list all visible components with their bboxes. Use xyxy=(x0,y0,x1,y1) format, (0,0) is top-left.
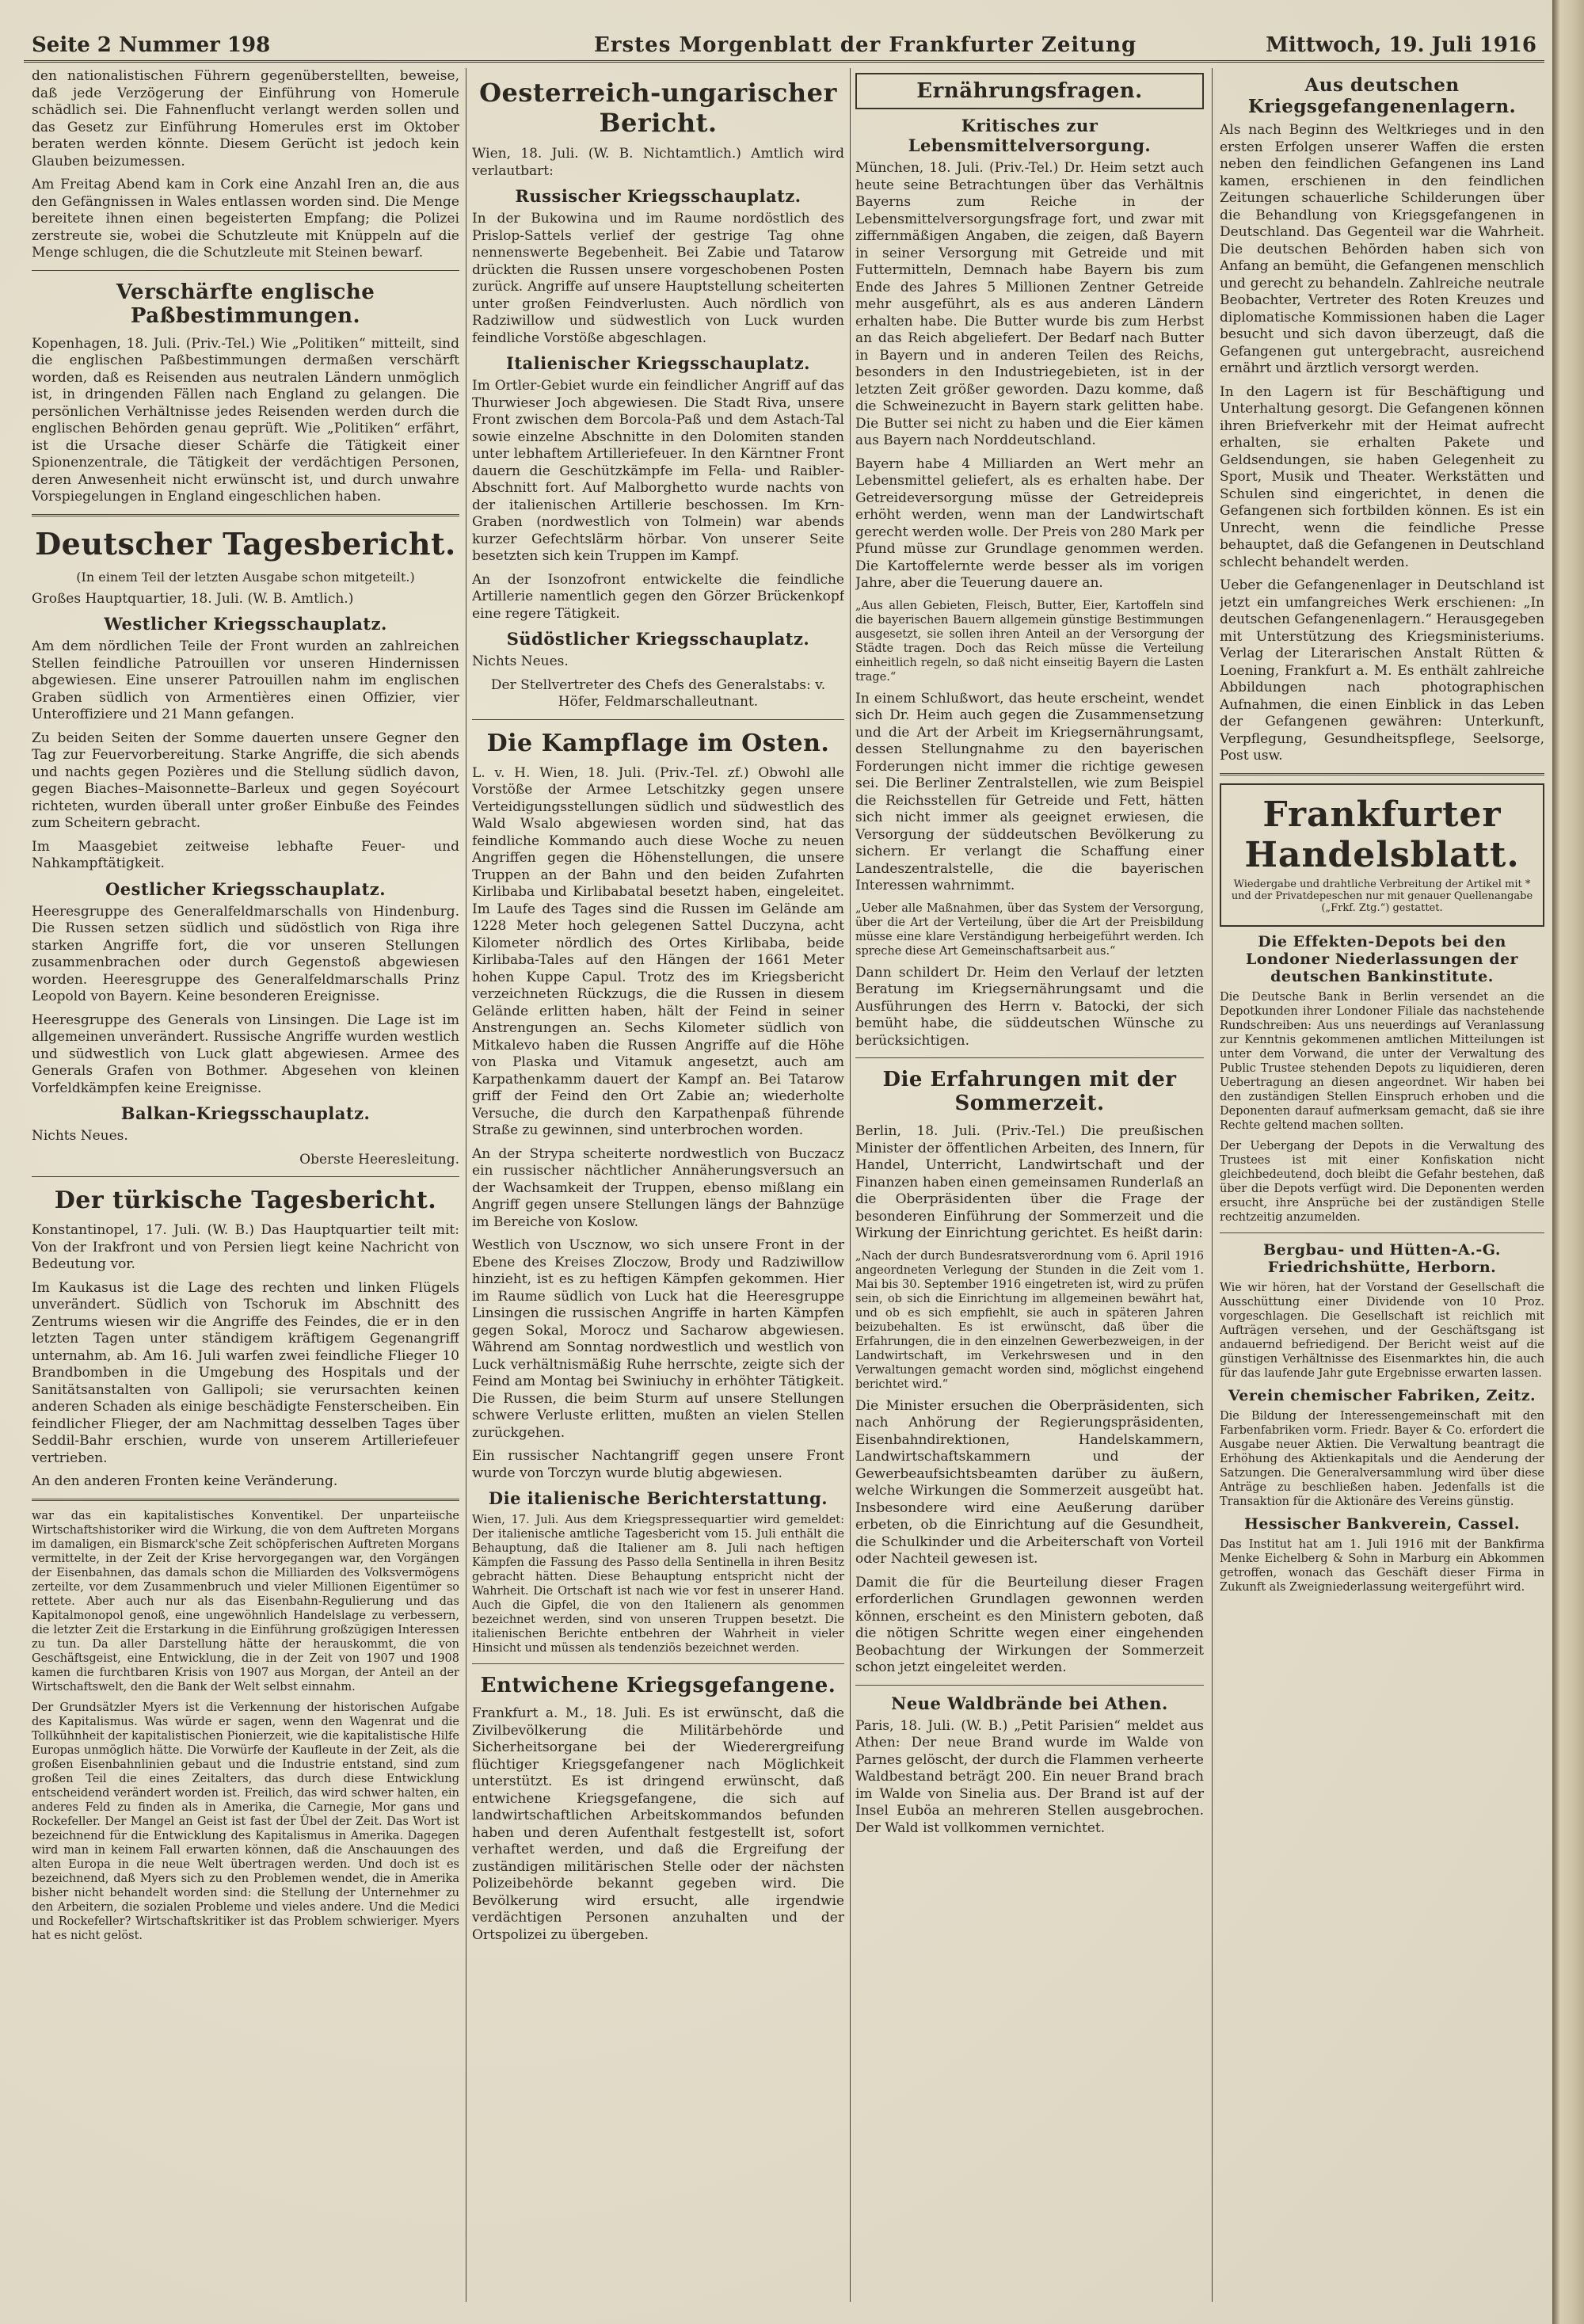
page-edge xyxy=(1552,0,1584,2324)
section-heading: Die italienische Berichterstattung. xyxy=(488,1488,828,1508)
article-text: Bayern habe 4 Milliarden an Wert mehr an Lebensmittel geliefert, als es erhalten habe. Der Getreideversorgung müsse der Getreidepreis erhöht werden, wenn man der Landwirtschaft gerecht werden wolle. Der Preis von 280 Mark per Pfund müsse zur Grundlage genommen werden. Die Kartoffelernte werde besser als im vorigen Jahre, aber die Teuerung dauere an. xyxy=(855,455,1204,591)
headline: Kritisches zur Lebensmittelversorgung. xyxy=(908,116,1152,155)
article-text: L. v. H. Wien, 18. Juli. (Priv.-Tel. zf.) Obwohl alle Vorstöße der Armee Letschitzky gegen unsere Verteidigungsstellungen südlich und südwestlich des Wald Wsalo abgewiesen worden sind, hat das feindliche Kommando auch diese Woche zu neuen Angriffen gegen die Höhenstellungen, die unsere Truppen an der Bahn und den beiden Zufahrten Kirlibaba und Kirlibabatal besetzt haben, eingeleitet. Im Laufe des Tages sind die Russen im Gelände am 1228 Meter hoch gelegenen Sattel Duczyna, acht Kilometer nördlich des Ortes Kirlibaba, beide Kirlibaba-Tales auf den Hängen der 1661 Meter hohen Kuppe Capul. Trotz des im Kriegsbericht verzeichneten Rückzugs, die die Russen in diesem Gelände erlitten haben, hält der Feind in seiner Anstrengungen an. Sechs Kilometer südlich von Mitkalevo haben die Russen Angriffe auf die Höhe von Plaska und Vitamuk angesetzt, auch am Karpathenkamm dauert der Kampf an. Bei Tatarow griff der Feind den Ort Zabie an; wiederholte Versuche, die durch den Karpathenpaß führende Straße zu gewinnen, sind unterbrochen worden. xyxy=(472,764,844,1138)
article-text: Nichts Neues. xyxy=(472,653,569,669)
divider xyxy=(32,1499,459,1501)
article-text: Ueber die Gefangenenlager in Deutschland ist jetzt ein umfangreiches Werk erschienen: „In deutschen Gefangenenlagern.“ Herausgegeben mit Unterstützung des Kriegsministeriums. Verlag der Literarischen Anstalt Rütten & Loening, Frankfurt a. M. Es enthält zahlreiche Abbildungen nach photographischen Aufnahmen, die einen Einblick in das Leben der Gefangenen gewähren: Unterkunft, Verpflegung, Gesundheitspflege, Seelsorge, Post usw. xyxy=(1220,577,1544,764)
column-4 xyxy=(1220,68,1544,2302)
masthead-subtitle: Wiedergabe und drahtliche Verbreitung der Artikel mit * und der Privatdepeschen nur mit genauer Quellenangabe („Frkf. Ztg.“) gestattet. xyxy=(1231,878,1533,914)
header-date: Mittwoch, 19. Juli 1916 xyxy=(1266,33,1536,57)
article-text: Als nach Beginn des Weltkrieges und in den ersten Erfolgen unserer Waffen die ersten neben den feindlichen Gefangenen ins Land kamen, erschienen in den feindlichen Zeitungen schauerliche Schilderungen über die Behandlung von Kriegsgefangenen in Deutschland. Das Gegenteil war die Wahrheit. Die deutschen Behörden haben sich von Anfang an bemüht, die Gefangenen menschlich und gerecht zu behandeln. Zahlreiche neutrale Beobachter, Vertreter des Roten Kreuzes und diplomatische Kommissionen haben die Lager besucht und sich davon überzeugt, daß die Gefangenen gut untergebracht, ausreichend ernährt und ärztlich versorgt werden. xyxy=(1220,122,1544,376)
article-text: Die Minister ersuchen die Oberpräsidenten, sich nach Anhörung der Regierungspräsidenten, Eisenbahndirektionen, Handelskammern, Landwirtschaftskammern und der Gewerbeaufsichtsbeamten darüber zu äußern, welche Wirkungen die Sommerzeit ausgeübt hat. Insbesondere wird eine Aeußerung darüber erbeten, ob die Einrichtung auf die Gesundheit, die Schulkinder und die Arbeiterschaft von Vorteil oder Nachteil gewesen ist. xyxy=(855,1397,1204,1567)
article-text: Heeresgruppe des Generals von Linsingen. Die Lage ist im allgemeinen unverändert. Russische Angriffe wurden westlich und südwestlich von Luck glatt abgewiesen. Armee des Generals Grafen von Bothmer. Abgesehen von kleinen Vorfeldkämpfen keine Ereignisse. xyxy=(32,1012,459,1096)
article-dateline: Großes Hauptquartier, 18. Juli. (W. B. Amtlich.) xyxy=(32,590,354,607)
article-dateline: Wien, 18. Juli. (W. B. Nichtamtlich.) Amtlich wird verlautbart: xyxy=(472,146,844,179)
article-text: Ein russischer Nachtangriff gegen unsere Front wurde von Torczyn wurde blutig abgewiesen. xyxy=(472,1448,844,1481)
article-text: Dann schildert Dr. Heim den Verlauf der letzten Beratung im Kriegsernährungsamt und die Ausführungen des Herrn v. Batocki, der sich bemüht habe, die süddeutschen Wünsche zu berücksichtigen. xyxy=(855,964,1204,1049)
section-heading: Balkan-Kriegsschauplatz. xyxy=(120,1103,371,1123)
article-text: An der Isonzofront entwickelte die feindliche Artillerie namentlich gegen den Görzer Brückenkopf eine regere Tätigkeit. xyxy=(472,571,844,622)
headline: Oesterreich-ungarischer Bericht. xyxy=(479,78,837,138)
article-text: Damit die für die Beurteilung dieser Fragen erforderlichen Grundlagen gewonnen werden können, erscheint es den Ministern geboten, daß die nötigen Schritte wegen einer eingehenden Beobachtung der Wirkungen der Sommerzeit schon jetzt eingeleitet werden. xyxy=(855,1574,1204,1675)
article-text: An den anderen Fronten keine Veränderung. xyxy=(32,1473,338,1489)
section-title: Ernährungsfragen. xyxy=(916,79,1143,103)
divider xyxy=(472,719,844,720)
page-header xyxy=(24,33,1544,63)
article-text: Kopenhagen, 18. Juli. (Priv.-Tel.) Wie „Politiken“ mitteilt, sind die englischen Paßbestimmungen dermaßen verschärft worden, daß es Reisenden aus neutralen Ländern unmöglich ist, in dringenden Fällen nach England zu gelangen. Die persönlichen Verhältnisse jedes Reisenden werden durch die englischen Behörden genau geprüft. Wie „Politiken“ erfährt, ist die Ursache dieser Schärfe die Tätigkeit einer Spionenzentrale, die Tätigkeit der verdächtigen Personen, deren Anwesenheit nicht erwünscht ist, und durch unwahre Vorspiegelungen in England eingeschlichen haben. xyxy=(32,335,459,505)
divider xyxy=(855,1057,1204,1058)
divider xyxy=(32,270,459,271)
column-2 xyxy=(472,68,844,2302)
header-title: Erstes Morgenblatt der Frankfurter Zeitung xyxy=(594,33,1137,57)
article-text: Wie wir hören, hat der Vorstand der Gesellschaft die Ausschüttung einer Dividende von 10 Proz. vorgeschlagen. Die Gesellschaft ist reichlich mit Aufträgen versehen, und der Geschäftsgang ist andauernd befriedigend. Der Bericht weist auf die günstigen Verhältnisse des Eisenmarktes hin, die auch für das laufende Jahr gute Ergebnisse erwarten lassen. xyxy=(1220,1281,1544,1380)
header-page-number: Seite 2 Nummer 198 xyxy=(32,33,271,57)
section-heading: Russischer Kriegsschauplatz. xyxy=(515,186,802,206)
column-3 xyxy=(855,68,1204,2302)
article-text: Der Grundsätzler Myers ist die Verkennung der historischen Aufgabe des Kapitalismus. Was würde er sagen, wenn den Wagenrat und die Tollkühnheit der kapitalistischen Pionierzeit, wie die kapitalistische Hilfe Europas unmöglich hätte. Die Vorwürfe der Kaufleute in der Zeit, als die großen Eisenbahnlinien gebaut und die Industrie entstand, sind zum großen Teil die eines Zeitalters, das durch diese Entwicklung entscheidend verändert worden ist. Freilich, das wird schwer halten, ein anderes Feld zu finden als in Amerika, die Carnegie, Mor gans und Rockefeller. Der Mangel an Geist ist fast der Übel der Zeit. Das Wort ist bezeichnend für die Entwicklung des Kapitalismus in Amerika. Dagegen wird man in keinem Fall erwarten können, daß die Anschauungen des alten Europa in die neue Welt übertragen werden. Und doch ist es bezeichnend, daß Myers sich zu den Problemen wendet, die in Amerika bisher nicht behandelt worden sind: die Stellung der Unternehmer zu den Arbeitern, die sozialen Probleme und vieles andere. Und die Medici und Rockefeller? Wirtschaftskritiker ist das Problem schwieriger. Myers hat es nicht gelöst. xyxy=(32,1701,459,1942)
headline: Die Kampflage im Osten. xyxy=(486,729,830,757)
column-rule xyxy=(850,68,851,2302)
section-heading: Italienischer Kriegsschauplatz. xyxy=(506,353,810,373)
article-text: Im Ortler-Gebiet wurde ein feindlicher Angriff auf das Thurwieser Joch abgewiesen. Die Stadt Riva, unsere Front zwischen dem Borcola-Paß und dem Astach-Tal sowie einzelne Abschnitte in den Dolomiten standen unter lebhaftem Artilleriefeuer. In den Kärntner Front dauern die Geschützkämpfe im Fella- und Raibler-Abschnitt fort. Auf Malborghetto wurde nachts von der italienischen Artillerie beschossen. Im Krn-Graben (nordwestlich von Tolmein) war abends kurzer Gefechtslärm hörbar. Von unserer Seite besetzten sich kein Truppen im Kampf. xyxy=(472,378,844,564)
article-text: Heeresgruppe des Generalfeldmarschalls von Hindenburg. Die Russen setzen südlich und südöstlich von Riga ihre starken Angriffe fort, die vor unseren Stellungen zusammenbrachen oder durch Gegenstoß abgewiesen worden. Heeresgruppe des Generalfeldmarschalls Prinz Leopold von Bayern. Keine besonderen Ereignisse. xyxy=(32,903,459,1004)
section-heading: Oestlicher Kriegsschauplatz. xyxy=(105,878,386,899)
article-quote: „Aus allen Gebieten, Fleisch, Butter, Eier, Kartoffeln sind die bayerischen Bauern allgemein günstige Bestimmungen ausgesetzt, sie sollen ihren Anteil an der Versorgung der Städte tragen. Doch das Reich müsse die Verteilung einheitlich regeln, so daß nicht einseitig Bayern die Lasten trage.“ xyxy=(855,599,1204,684)
divider xyxy=(1220,1232,1544,1233)
headline: Deutscher Tagesbericht. xyxy=(35,525,456,562)
divider xyxy=(855,1685,1204,1686)
section-heading: Westlicher Kriegsschauplatz. xyxy=(104,614,387,634)
article-text: Berlin, 18. Juli. (Priv.-Tel.) Die preußischen Minister der öffentlichen Arbeiten, des Innern, für Handel, Unterricht, Landwirtschaft und der Finanzen haben einen gemeinsamen Runderlaß an die Oberpräsidenten über die Frage der besonderen Einführung der Sommerzeit und die Wirkung der Einrichtung gerichtet. Es heißt darin: xyxy=(855,1123,1204,1241)
article-text: war das ein kapitalistisches Konventikel. Der unparteiische Wirtschaftshistoriker wird die Wirkung, die von dem Auftreten Morgans im damaligen, ein Bismarck'sche Zeit schöpferischen Auftreten Morgans vermittelte, in der Zeit der Krise hervorgegangen war, den Vorgängen der Eisenbahnen, das damals schon die Milliarden des Volksvermögens zerteilte, vor dem Zusammenbruch und vieler Millionen Eigentümer so rettete. Aber auch nur als das Eisenbahn-Regulierung und das Kapitalmonopol genoß, eine ungewöhnlich Handelslage zu verbessern, die letzter Zeit die Erstarkung in die Einführung großzügigen Interessen zu tun. Da aller Darstellung hätte der herauskommt, die von Geschäftsgeist, eine Entwicklung, die in der Zeit von 1907 und 1908 kamen die furchtbaren Krisis von 1907 aus Morgan, der Anteil an der Wirtschaftswelt, den die Bank der Welt selbst einnahm. xyxy=(32,1509,459,1693)
article-quote: „Ueber alle Maßnahmen, über das System der Versorgung, über die Art der Verteilung, über die Art der Preisbildung müsse eine klare Verständigung herbeigeführt werden. Ich spreche diese Art Gemeinschaftsarbeit aus.“ xyxy=(855,901,1204,958)
article-text: Frankfurt a. M., 18. Juli. Es ist erwünscht, daß die Zivilbevölkerung die Militärbehörde und Sicherheitsorgane bei der Wiederergreifung flüchtiger Kriegsgefangener nach Möglichkeit unterstützt. Es ist dringend erwünscht, daß entwichene Kriegsgefangene, die sich auf landwirtschaftlichen Arbeitskommandos befunden haben und deren Aufenthalt festgestellt ist, sofort verhaftet werden, und daß die Ergreifung der zuständigen militärischen Stelle oder der nächsten Polizeibehörde bekannt gegeben wird. Die Bevölkerung wird ersucht, alle irgendwie verdächtigen Personen anzuhalten und der Ortspolizei zu übergeben. xyxy=(472,1705,844,1943)
divider xyxy=(32,1176,459,1177)
divider xyxy=(1220,773,1544,775)
column-1 xyxy=(32,68,459,2302)
article-text: Wien, 17. Juli. Aus dem Kriegspressequartier wird gemeldet: Der italienische amtliche Tagesbericht vom 15. Juli enthält die Behauptung, daß die Italiener am 8. Juli nach heftigen Kämpfen die Fassung des Passo della Sentinella in ihren Besitz gebracht hätten. Diese Behauptung entspricht nicht der Wahrheit. Die Ortschaft ist nach wie vor fest in unserer Hand. Auch die Gipfel, die von den Italienern als genommen bezeichnet werden, sind von unseren Truppen besetzt. Die italienischen Berichte entbehren der Wahrheit in vieler Hinsicht und müssen als tendenziös bezeichnet werden. xyxy=(472,1514,844,1655)
article-text: Nichts Neues. xyxy=(32,1128,128,1144)
column-rule xyxy=(1212,68,1213,2302)
article-text: München, 18. Juli. (Priv.-Tel.) Dr. Heim setzt auch heute seine Betrachtungen über das Verhältnis Bayerns zum Reiche in der Lebensmittelversorgungsfrage fort, und zwar mit ziffernmäßigen Angaben, die zeigen, daß Bayern in seiner Versorgung mit Getreide und mit Futtermitteln, Demnach habe Bayern bis zum Ende des Jahres 5 Millionen Zentner Getreide mehr ausgeführt, als es aus anderen Ländern erhalten habe. Die Butter wurde bis zum Herbst an das Reich abgeliefert. Der Bedarf nach Butter in Bayern und in anderen Teilen des Reichs, besonders in den Industriegebieten, ist in der letzten Zeit größer geworden. Dazu komme, daß die Schweinezucht in Bayern stark gelitten habe. Die Butter sei nicht zu haben und die Eier kämen aus Bayern nach Norddeutschland. xyxy=(855,160,1204,448)
divider xyxy=(472,1663,844,1664)
headline: Hessischer Bankverein, Cassel. xyxy=(1243,1514,1521,1533)
headline: Bergbau- und Hütten-A.-G. Friedrichshütte, Herborn. xyxy=(1263,1240,1501,1276)
article-text: Im Kaukasus ist die Lage des rechten und linken Flügels unverändert. Südlich von Tschoruk im Abschnitt des Zentrums wiesen wir die Angriffe des Feindes, die er in den letzten Tagen unter ständigem kräftigem Gegenangriff unternahm, ab. Am 16. Juli warfen zwei feindliche Flieger 10 Brandbomben in die Umgebung des Hospitals und der Sanitätsanstalten von Gallipoli; sie verursachten keinen anderen Schaden als einige beschädigte Fensterscheiben. Ein feindlicher Flieger, der am Nachmittag desselben Tages über Seddil-Bahr erschien, wurde von unserem Artilleriefeuer vertrieben. xyxy=(32,1279,459,1466)
article-text: Der Uebergang der Depots in die Verwaltung des Trustees ist mit einer Konfiskation nicht gleichbedeutend, doch bleibt die Gefahr bestehen, daß über die Depots verfügt wird. Die Deponenten werden ersucht, ihre Ansprüche bei der zuständigen Stelle rechtzeitig anzumelden. xyxy=(1220,1139,1544,1224)
section-box xyxy=(855,73,1204,109)
headline: Verein chemischer Fabriken, Zeitz. xyxy=(1228,1386,1536,1404)
masthead-title: Frankfurter Handelsblatt. xyxy=(1244,794,1520,875)
headline: Die Erfahrungen mit der Sommerzeit. xyxy=(882,1068,1177,1115)
masthead-box xyxy=(1220,783,1544,927)
headline: Aus deutschen Kriegsgefangenenlagern. xyxy=(1247,74,1517,117)
article-signature: Der Stellvertreter des Chefs des Generalstabs: v. Höfer, Feldmarschalleutnant. xyxy=(490,676,826,710)
article-quote: „Nach der durch Bundesratsverordnung vom 6. April 1916 angeordneten Verlegung der Stunden in die Zeit vom 1. Mai bis 30. September 1916 eingetreten ist, wird zu prüfen sein, ob sich die Einrichtung im allgemeinen bewährt hat, und ob es sich empfiehlt, sie auch in späteren Jahren beizubehalten. Es ist erwünscht, daß über die Erfahrungen, die in den einzelnen Gewerbezweigen, in der Landwirtschaft, im Verkehrswesen und in den Verwaltungen gemacht worden sind, möglichst eingehend berichtet wird.“ xyxy=(855,1249,1204,1391)
article-text: Konstantinopel, 17. Juli. (W. B.) Das Hauptquartier teilt mit: Von der Irakfront und von Persien liegt keine Nachricht von Bedeutung vor. xyxy=(32,1222,459,1272)
article-text: Das Institut hat am 1. Juli 1916 mit der Bankfirma Menke Eichelberg & Sohn in Marburg ein Abkommen getroffen, wonach das Geschäft dieser Firma in Zukunft als Zweigniederlassung weitergeführt wird. xyxy=(1220,1537,1544,1594)
article-text: In der Bukowina und im Raume nordöstlich des Prislop-Sattels verlief der gestrige Tag ohne nennenswerte Begebenheit. Bei Zabie und Tatarow drückten die Russen unsere vorgeschobenen Posten zurück. Angriffe auf unsere Hauptstellung scheiterten unter großen Feindverlusten. Auch nördlich von Radziwillow und südwestlich von Luck wurden feindliche Vorstöße abgeschlagen. xyxy=(472,211,844,346)
article-text: Am Freitag Abend kam in Cork eine Anzahl Iren an, die aus den Gefängnissen in Wales entlassen worden sind. Die Menge bereitete ihnen einen begeisterten Empfang; die Polizei zerstreute sie, wobei die Schutzleute mit Knüppeln auf die Menge schlugen, die die Schutzleute mit Steinen bewarf. xyxy=(32,177,459,261)
article-text: Paris, 18. Juli. (W. B.) „Petit Parisien“ meldet aus Athen: Der neue Brand wurde im Walde von Parnes gelöscht, der durch die Flammen verheerte Waldbestand beträgt 200. Ein neuer Brand brach im Walde von Sinelia aus. Der Brand ist auf der Insel Euböa an mehreren Stellen ausgebrochen. Der Wald ist vollkommen vernichtet. xyxy=(855,1717,1204,1836)
section-heading: Südöstlicher Kriegsschauplatz. xyxy=(506,629,810,649)
article-text: Westlich von Uscznow, wo sich unsere Front in der Ebene des Kreises Zloczow, Brody und Radziwillow hinzieht, ist es zu heftigen Kämpfen gekommen. Hier im Raume südlich von Luck hat die Heeresgruppe Linsingen die russischen Angriffe in harten Kämpfen gegen Sokal, Morocz und Sacharow abgewiesen. Während am Sonntag nordwestlich und westlich von Luck verhältnismäßig Ruhe herrschte, zeigte sich der Feind am Montag bei Swiniuchy in erhöhter Tätigkeit. Die Russen, die beim Sturm auf unsere Stellungen schwere Verluste erlitten, mußten an vielen Stellen zurückgehen. xyxy=(472,1237,844,1441)
headline: Verschärfte englische Paßbestimmungen. xyxy=(116,280,375,328)
headline: Die Effekten-Depots bei den Londoner Niederlassungen der deutschen Bankinstitute. xyxy=(1245,932,1519,985)
article-text: Die Bildung der Interessengemeinschaft mit den Farbenfabriken vorm. Friedr. Bayer & Co. erfordert die Ausgabe neuer Aktien. Die Verwaltung beantragt die Erhöhung des Aktienkapitals und die Aenderung der Satzungen. Die Generalversammlung wird über diese Anträge zu beschließen haben. Jedenfalls ist die Transaktion für die Aktionäre des Vereins günstig. xyxy=(1220,1409,1544,1508)
article-text: In einem Schlußwort, das heute erscheint, wendet sich Dr. Heim auch gegen die Zusammensetzung und die Art der Arbeit im Kriegsernährungsamt, dessen Stellungnahme zu den bayerischen Forderungen nicht immer die richtige gewesen sei. Die Berliner Zentralstellen, wie zum Beispiel die Reichsstellen für Getreide und Fett, hätten sich nicht immer als geeignet erwiesen, die Versorgung der süddeutschen Bevölkerung zu sichern. Er verlangt die Schaffung einer Landeszentralstelle, die die bayerischen Interessen wahrnimmt. xyxy=(855,690,1204,893)
article-text: den nationalistischen Führern gegenüberstellten, beweise, daß jede Verzögerung der Einführung von Homerule schädlich sei. Die Fahnenflucht verlangt werden sollen und das Gesetz zur Einführung Homerules erst im Oktober beraten werden könnte. Diesem Gerücht ist jedoch kein Glauben beizumessen. xyxy=(32,68,459,170)
article-text: An der Strypa scheiterte nordwestlich von Buczacz ein russischer nächtlicher Annäherungsversuch an der Wachsamkeit der Truppen, ebenso mißlang ein Angriff gegen unsere Stellungen längs der Bahnzüge im Bereiche von Koslow. xyxy=(472,1145,844,1230)
headline: Entwichene Kriegsgefangene. xyxy=(480,1674,836,1697)
article-text: Im Maasgebiet zeitweise lebhafte Feuer- und Nahkampftätigkeit. xyxy=(32,838,459,871)
article-signature: Oberste Heeresleitung. xyxy=(299,1151,459,1168)
headline: Neue Waldbrände bei Athen. xyxy=(891,1693,1168,1713)
article-text: Am dem nördlichen Teile der Front wurden an zahlreichen Stellen feindliche Patrouillen vor unseren Hindernissen abgewiesen. Eine unserer Patrouillen nahm im englischen Graben südlich von Armentières einen Offizier, vier Unteroffiziere und 21 Mann gefangen. xyxy=(32,638,459,722)
article-text: Zu beiden Seiten der Somme dauerten unsere Gegner den Tag zur Feuervorbereitung. Starke Angriffe, die sich abends und nachts gegen Pozières und die Stellung südlich davon, gegen Biaches–Maisonnette–Barleux und gegen Soyécourt richteten, wurden überall unter großer Einbuße des Feindes zum Scheitern gebracht. xyxy=(32,730,459,831)
divider xyxy=(32,514,459,516)
article-text: Die Deutsche Bank in Berlin versendet an die Depotkunden ihrer Londoner Filiale das nachstehende Rundschreiben: Aus uns neuerdings auf Veranlassung zur Kenntnis gekommenen amtlichen Mitteilungen ist unter dem Vorwand, die unter der Verwaltung des Public Trustee stehenden Depots zu liquidieren, deren Uebertragung an diesen angeordnet. Wir haben bei den zuständigen Stellen Einspruch erhoben und die Deponenten darauf aufmerksam gemacht, daß sie ihre Rechte geltend machen sollten. xyxy=(1220,990,1544,1132)
subheadline: (In einem Teil der letzten Ausgabe schon mitgeteilt.) xyxy=(76,569,415,585)
headline: Der türkische Tagesbericht. xyxy=(54,1187,437,1214)
article-text: In den Lagern ist für Beschäftigung und Unterhaltung gesorgt. Die Gefangenen können ihren Briefverkehr mit der Heimat aufrecht erhalten, sie erhalten Pakete und Geldsendungen, sie haben Gelegenheit zu Sport, Musik und Theater. Werkstätten und Schulen sind eingerichtet, in denen die Gefangenen sich fortbilden können. Es ist ein Unrecht, wenn die feindliche Presse behauptet, daß die Gefangenen in Deutschland schlecht behandelt werden. xyxy=(1220,383,1544,570)
